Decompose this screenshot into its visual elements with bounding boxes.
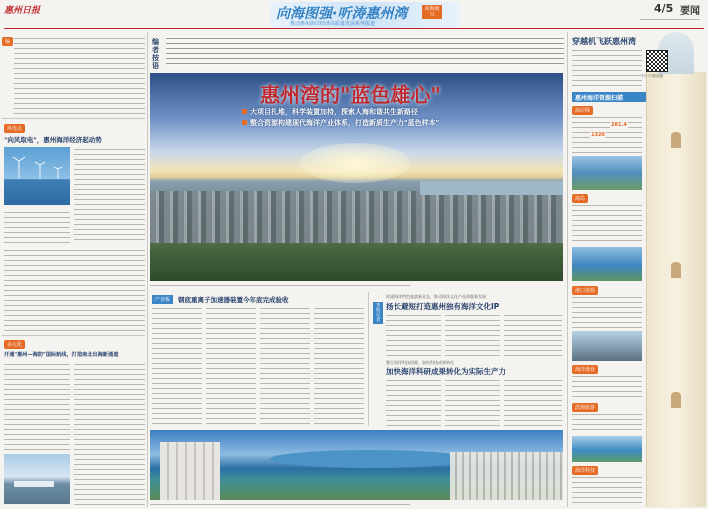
right-intro-text	[572, 48, 642, 88]
bullet-square-icon	[242, 109, 247, 114]
story3-tag: 产业板	[152, 295, 173, 304]
story4-text-1	[386, 313, 441, 357]
qr-caption: 扫一扫看视频	[642, 74, 663, 78]
story1-tag: 风电点	[4, 124, 25, 133]
story5-text-3	[504, 378, 562, 426]
right-headline: 穿越机飞跃惠州湾	[572, 37, 636, 46]
highlight-number: 281.4	[611, 122, 627, 128]
banner-title: 向海图强·听涛惠州湾	[276, 6, 408, 22]
lead-photo	[150, 73, 563, 281]
left-divider-2	[2, 335, 145, 336]
highlight-number: 1320	[591, 132, 605, 138]
banner-badge: 向海而兴	[422, 5, 442, 19]
resource-item-text	[572, 475, 642, 505]
wind-farm-photo	[4, 147, 70, 205]
story1-text-c	[4, 248, 145, 332]
date-line	[640, 17, 700, 21]
resource-item-label: 海洋科技	[572, 466, 598, 475]
port-resource-photo	[572, 331, 642, 361]
story3-text-1	[152, 306, 202, 426]
highrise-right	[450, 452, 563, 500]
resource-item-text	[572, 295, 642, 329]
story1-headline: "向风取电"，惠州海洋经济起动势	[4, 136, 102, 144]
resource-item-text	[572, 412, 642, 434]
resource-item-text	[572, 115, 642, 153]
left-column	[2, 32, 145, 507]
sun-glow	[300, 143, 410, 183]
section-header	[572, 92, 646, 102]
story4-text-2	[445, 313, 500, 357]
resource-item-label: 海洋渔业	[572, 365, 598, 374]
story3-text-2	[206, 306, 256, 426]
right-column	[570, 32, 706, 507]
story2-headline: 开通"惠州—海防"国际航线，打造南北出海新通道	[4, 352, 119, 358]
newspaper-logo: 惠州日报	[4, 6, 41, 16]
lead-subhead-text-1: 大项目扎堆，科学装置加持，探索人海和谐共生新路径	[250, 108, 418, 116]
column-divider-right	[567, 32, 568, 507]
lighthouse-window	[671, 392, 681, 408]
lighthouse-window	[671, 132, 681, 148]
green-hills	[150, 243, 563, 281]
lead-photo-caption	[150, 283, 410, 287]
story2-tag: 多元化	[4, 340, 25, 349]
coastline-photo	[572, 156, 642, 190]
story4-text-3	[504, 313, 562, 357]
port-photo	[4, 454, 70, 504]
beach-photo	[572, 436, 642, 462]
lighthouse-graphic	[646, 72, 706, 507]
page-label: 要闻	[680, 6, 700, 17]
story5-text-2	[445, 378, 500, 426]
page-number: 4/5	[654, 2, 674, 15]
qr-code[interactable]	[646, 50, 668, 72]
center-divider	[368, 292, 369, 426]
coastal-city-photo	[150, 430, 563, 500]
column-divider-left	[147, 32, 148, 507]
story2-text-a	[4, 362, 70, 450]
story5-headline: 加快海洋科研成果转化为实际生产力	[386, 367, 506, 376]
resource-item-text	[572, 203, 642, 245]
masthead	[0, 0, 708, 30]
resource-item-label: 海岛	[572, 194, 588, 203]
bullet-square-icon	[242, 120, 247, 125]
section-header-text: 惠州海洋资源扫描	[575, 95, 624, 102]
island-photo	[572, 247, 642, 281]
resource-item-label: 滨海旅游	[572, 403, 598, 412]
story5-kicker: 整合海洋科技资源，加快科技成果转化	[386, 360, 454, 365]
story4-kicker: 构建海洋特色旅游新业态，推动海洋文化产品和服务发展	[386, 294, 486, 299]
story5-text-1	[386, 378, 441, 426]
resource-item-label: 海岸线	[572, 106, 593, 115]
banner-subtitle: 推动惠州海洋经济高质量发展系列报道	[290, 21, 376, 27]
editor-note-text	[14, 36, 145, 114]
side-label: 编者按语	[152, 38, 159, 70]
left-divider-1	[2, 118, 145, 119]
bay-water	[270, 450, 470, 468]
resource-item-text	[572, 374, 642, 400]
story4-headline: 扬长避短打造惠州独有海洋文化IP	[386, 302, 500, 311]
story4-author: 本报记者	[373, 302, 383, 324]
lead-headline: 惠州湾的"蓝色雄心"	[260, 83, 441, 107]
intro-text	[166, 36, 564, 68]
resource-item-label: 港口资源	[572, 286, 598, 295]
highrise-left	[160, 442, 220, 500]
panorama-caption	[150, 502, 410, 506]
ship-shape	[14, 481, 54, 487]
editor-note	[2, 36, 145, 116]
story3-text-3	[260, 306, 310, 426]
wind-turbine-icon	[4, 147, 70, 205]
story2-text-b	[74, 362, 145, 507]
sea-strip	[420, 181, 563, 195]
editor-note-tag: 编	[2, 37, 13, 46]
story1-text-a	[74, 147, 145, 244]
masthead-rule	[4, 28, 704, 29]
story1-text-b	[4, 210, 70, 244]
story3-text-4	[314, 306, 364, 426]
lead-subhead-text-2: 整合资源构建现代海洋产业体系，打造新质生产力"蓝色样本"	[250, 119, 440, 127]
story3-headline: 钢底重离子加速器装置今年底完成验收	[178, 296, 289, 304]
banner	[270, 2, 460, 28]
lighthouse-window	[671, 262, 681, 278]
